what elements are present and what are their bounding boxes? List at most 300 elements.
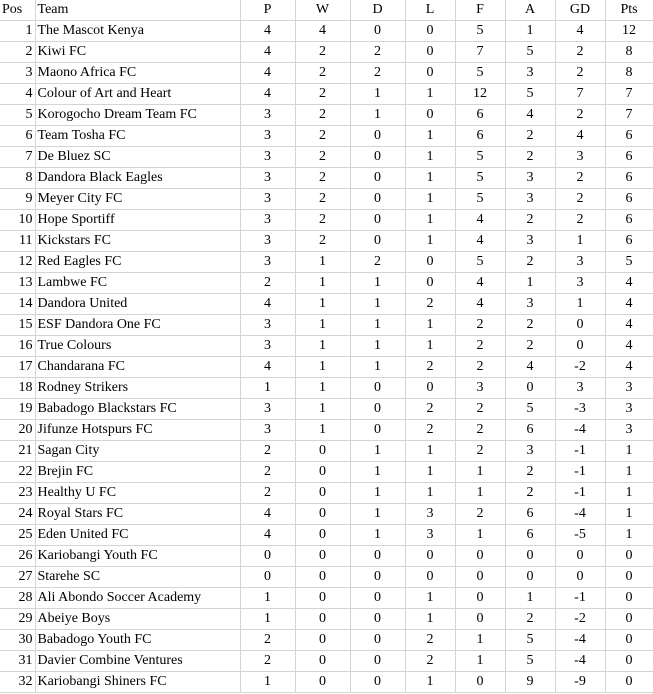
cell-points: 4 [605,294,653,315]
cell-drawn: 1 [350,315,405,336]
cell-lost: 2 [405,630,455,651]
cell-goal-difference: 2 [555,105,605,126]
cell-points: 7 [605,105,653,126]
cell-goal-difference: -9 [555,672,605,693]
cell-lost: 0 [405,567,455,588]
cell-drawn: 1 [350,483,405,504]
cell-points: 1 [605,504,653,525]
cell-played: 4 [240,525,295,546]
cell-won: 1 [295,252,350,273]
cell-played: 4 [240,42,295,63]
cell-played: 3 [240,210,295,231]
cell-played: 2 [240,441,295,462]
cell-goals-for: 1 [455,525,505,546]
cell-won: 2 [295,84,350,105]
cell-points: 3 [605,378,653,399]
cell-goal-difference: 4 [555,126,605,147]
cell-points: 1 [605,483,653,504]
cell-lost: 0 [405,63,455,84]
cell-played: 3 [240,231,295,252]
cell-goals-for: 5 [455,21,505,42]
table-row [0,483,653,504]
table-row [0,84,653,105]
cell-played: 2 [240,651,295,672]
cell-lost: 1 [405,189,455,210]
cell-lost: 1 [405,483,455,504]
cell-pos: 19 [0,399,35,420]
cell-played: 1 [240,672,295,693]
cell-won: 2 [295,105,350,126]
cell-played: 0 [240,567,295,588]
cell-lost: 1 [405,315,455,336]
table-row [0,273,653,294]
cell-goals-against: 2 [505,252,555,273]
cell-goals-for: 2 [455,315,505,336]
cell-goals-against: 2 [505,462,555,483]
cell-pos: 24 [0,504,35,525]
cell-played: 3 [240,315,295,336]
cell-goals-for: 2 [455,504,505,525]
cell-played: 3 [240,336,295,357]
cell-drawn: 1 [350,441,405,462]
header-pos: Pos [0,0,35,21]
cell-team: Kariobangi Shiners FC [35,672,240,693]
cell-points: 0 [605,672,653,693]
header-drawn: D [350,0,405,21]
cell-goals-against: 5 [505,42,555,63]
cell-goal-difference: 0 [555,567,605,588]
cell-goals-for: 2 [455,336,505,357]
table-row [0,168,653,189]
cell-goals-against: 5 [505,84,555,105]
cell-goals-against: 0 [505,546,555,567]
cell-won: 4 [295,21,350,42]
header-played: P [240,0,295,21]
cell-won: 0 [295,441,350,462]
cell-lost: 2 [405,357,455,378]
cell-team: Royal Stars FC [35,504,240,525]
cell-goals-for: 5 [455,189,505,210]
cell-goals-against: 4 [505,105,555,126]
cell-points: 0 [605,588,653,609]
cell-pos: 30 [0,630,35,651]
cell-lost: 0 [405,21,455,42]
standings-body [0,21,653,693]
cell-goals-for: 2 [455,399,505,420]
cell-points: 0 [605,651,653,672]
header-team: Team [35,0,240,21]
cell-goals-against: 5 [505,630,555,651]
cell-goal-difference: -2 [555,357,605,378]
cell-pos: 22 [0,462,35,483]
cell-goal-difference: -5 [555,525,605,546]
cell-pos: 5 [0,105,35,126]
cell-drawn: 0 [350,672,405,693]
cell-pos: 13 [0,273,35,294]
cell-lost: 1 [405,609,455,630]
table-row [0,504,653,525]
cell-pos: 23 [0,483,35,504]
cell-goal-difference: 2 [555,189,605,210]
cell-drawn: 1 [350,273,405,294]
cell-won: 2 [295,42,350,63]
cell-lost: 1 [405,672,455,693]
table-row [0,672,653,693]
cell-pos: 21 [0,441,35,462]
cell-points: 6 [605,168,653,189]
cell-pos: 8 [0,168,35,189]
cell-won: 1 [295,336,350,357]
cell-drawn: 0 [350,546,405,567]
cell-points: 12 [605,21,653,42]
cell-won: 0 [295,588,350,609]
cell-won: 1 [295,294,350,315]
cell-points: 8 [605,42,653,63]
cell-team: Jifunze Hotspurs FC [35,420,240,441]
cell-played: 4 [240,504,295,525]
cell-played: 4 [240,21,295,42]
cell-pos: 25 [0,525,35,546]
cell-pos: 9 [0,189,35,210]
cell-goal-difference: -2 [555,609,605,630]
cell-drawn: 0 [350,588,405,609]
cell-goals-for: 0 [455,567,505,588]
cell-played: 3 [240,252,295,273]
cell-lost: 3 [405,504,455,525]
cell-drawn: 1 [350,462,405,483]
cell-goals-for: 5 [455,147,505,168]
cell-goal-difference: -1 [555,588,605,609]
cell-played: 2 [240,462,295,483]
cell-goal-difference: -1 [555,441,605,462]
cell-goals-against: 3 [505,63,555,84]
cell-won: 2 [295,210,350,231]
cell-goal-difference: 0 [555,336,605,357]
cell-pos: 15 [0,315,35,336]
cell-lost: 2 [405,399,455,420]
cell-goal-difference: 4 [555,21,605,42]
cell-pos: 17 [0,357,35,378]
cell-played: 4 [240,294,295,315]
table-row [0,231,653,252]
cell-drawn: 0 [350,399,405,420]
cell-drawn: 0 [350,210,405,231]
cell-pos: 4 [0,84,35,105]
cell-team: Davier Combine Ventures [35,651,240,672]
cell-goals-for: 4 [455,273,505,294]
cell-lost: 1 [405,84,455,105]
cell-played: 0 [240,546,295,567]
cell-lost: 1 [405,126,455,147]
cell-points: 6 [605,126,653,147]
cell-lost: 0 [405,546,455,567]
table-row [0,126,653,147]
table-row [0,21,653,42]
cell-lost: 0 [405,273,455,294]
cell-points: 4 [605,336,653,357]
header-goal-difference: GD [555,0,605,21]
cell-pos: 12 [0,252,35,273]
cell-points: 1 [605,441,653,462]
cell-goals-for: 3 [455,378,505,399]
cell-team: Kariobangi Youth FC [35,546,240,567]
table-row [0,546,653,567]
cell-pos: 14 [0,294,35,315]
table-row [0,147,653,168]
cell-team: Kickstars FC [35,231,240,252]
cell-goal-difference: 3 [555,378,605,399]
table-row [0,42,653,63]
cell-drawn: 0 [350,630,405,651]
cell-points: 7 [605,84,653,105]
cell-goals-against: 3 [505,294,555,315]
cell-played: 3 [240,189,295,210]
cell-goal-difference: -4 [555,630,605,651]
cell-goal-difference: -4 [555,420,605,441]
cell-goal-difference: 1 [555,294,605,315]
cell-goals-for: 2 [455,441,505,462]
cell-points: 6 [605,210,653,231]
cell-points: 3 [605,399,653,420]
cell-played: 4 [240,63,295,84]
cell-drawn: 0 [350,21,405,42]
cell-drawn: 2 [350,63,405,84]
cell-played: 1 [240,378,295,399]
cell-drawn: 0 [350,126,405,147]
cell-goal-difference: 2 [555,63,605,84]
cell-pos: 1 [0,21,35,42]
cell-points: 8 [605,63,653,84]
cell-team: Brejin FC [35,462,240,483]
cell-team: Lambwe FC [35,273,240,294]
cell-team: Healthy U FC [35,483,240,504]
cell-lost: 1 [405,336,455,357]
cell-lost: 1 [405,588,455,609]
cell-drawn: 0 [350,378,405,399]
cell-drawn: 0 [350,231,405,252]
cell-points: 5 [605,252,653,273]
cell-points: 3 [605,420,653,441]
cell-won: 0 [295,525,350,546]
cell-won: 0 [295,483,350,504]
header-won: W [295,0,350,21]
cell-won: 0 [295,546,350,567]
table-row [0,315,653,336]
cell-goals-against: 2 [505,210,555,231]
cell-played: 2 [240,630,295,651]
cell-lost: 1 [405,168,455,189]
cell-played: 3 [240,168,295,189]
cell-lost: 2 [405,420,455,441]
cell-won: 0 [295,630,350,651]
cell-points: 0 [605,567,653,588]
cell-won: 0 [295,462,350,483]
cell-goal-difference: 7 [555,84,605,105]
cell-goals-against: 2 [505,126,555,147]
cell-goal-difference: -4 [555,651,605,672]
cell-team: Maono Africa FC [35,63,240,84]
cell-won: 2 [295,231,350,252]
cell-goals-against: 4 [505,357,555,378]
cell-goals-against: 2 [505,147,555,168]
cell-drawn: 1 [350,84,405,105]
cell-lost: 1 [405,147,455,168]
cell-points: 1 [605,462,653,483]
cell-goals-for: 1 [455,462,505,483]
cell-goals-for: 4 [455,294,505,315]
cell-team: Rodney Strikers [35,378,240,399]
cell-lost: 2 [405,651,455,672]
cell-goals-against: 3 [505,168,555,189]
cell-lost: 3 [405,525,455,546]
cell-goals-for: 1 [455,630,505,651]
table-row [0,651,653,672]
cell-won: 2 [295,147,350,168]
header-lost: L [405,0,455,21]
cell-goals-against: 1 [505,21,555,42]
cell-goals-against: 5 [505,651,555,672]
cell-pos: 26 [0,546,35,567]
cell-goals-against: 1 [505,588,555,609]
cell-played: 2 [240,273,295,294]
cell-points: 0 [605,609,653,630]
cell-goal-difference: -3 [555,399,605,420]
cell-drawn: 0 [350,609,405,630]
cell-won: 1 [295,315,350,336]
cell-goals-against: 0 [505,567,555,588]
cell-team: Red Eagles FC [35,252,240,273]
cell-goals-for: 12 [455,84,505,105]
cell-goal-difference: 1 [555,231,605,252]
cell-drawn: 1 [350,525,405,546]
cell-team: Dandora Black Eagles [35,168,240,189]
cell-team: Hope Sportiff [35,210,240,231]
cell-pos: 29 [0,609,35,630]
cell-points: 6 [605,231,653,252]
cell-played: 3 [240,420,295,441]
cell-lost: 1 [405,441,455,462]
header-row [0,0,653,21]
cell-team: Starehe SC [35,567,240,588]
table-row [0,399,653,420]
cell-goals-against: 6 [505,504,555,525]
cell-drawn: 0 [350,651,405,672]
cell-played: 3 [240,105,295,126]
table-row [0,567,653,588]
cell-goal-difference: 3 [555,147,605,168]
cell-team: True Colours [35,336,240,357]
cell-played: 3 [240,126,295,147]
cell-team: Ali Abondo Soccer Academy [35,588,240,609]
cell-team: Colour of Art and Heart [35,84,240,105]
cell-won: 1 [295,399,350,420]
table-row [0,588,653,609]
cell-goals-for: 1 [455,483,505,504]
cell-pos: 2 [0,42,35,63]
cell-goals-against: 0 [505,378,555,399]
cell-lost: 0 [405,105,455,126]
header-goals-against: A [505,0,555,21]
cell-pos: 32 [0,672,35,693]
cell-goals-against: 2 [505,336,555,357]
cell-played: 4 [240,84,295,105]
table-row [0,252,653,273]
cell-drawn: 1 [350,336,405,357]
cell-lost: 0 [405,378,455,399]
table-row [0,441,653,462]
table-row [0,525,653,546]
cell-played: 3 [240,147,295,168]
cell-won: 1 [295,420,350,441]
cell-goal-difference: 0 [555,315,605,336]
cell-pos: 20 [0,420,35,441]
cell-goals-for: 0 [455,588,505,609]
cell-drawn: 0 [350,147,405,168]
cell-played: 1 [240,609,295,630]
table-row [0,357,653,378]
cell-points: 1 [605,525,653,546]
cell-goals-for: 1 [455,651,505,672]
table-row [0,378,653,399]
cell-pos: 16 [0,336,35,357]
cell-won: 0 [295,609,350,630]
cell-goals-for: 6 [455,126,505,147]
table-row [0,630,653,651]
cell-goal-difference: -1 [555,483,605,504]
cell-team: Korogocho Dream Team FC [35,105,240,126]
cell-pos: 3 [0,63,35,84]
table-row [0,210,653,231]
cell-won: 1 [295,378,350,399]
cell-drawn: 1 [350,294,405,315]
table-row [0,105,653,126]
cell-goal-difference: 2 [555,168,605,189]
cell-won: 0 [295,651,350,672]
cell-points: 4 [605,273,653,294]
cell-team: ESF Dandora One FC [35,315,240,336]
cell-won: 2 [295,189,350,210]
cell-goals-against: 3 [505,189,555,210]
cell-lost: 0 [405,252,455,273]
cell-drawn: 2 [350,42,405,63]
cell-drawn: 0 [350,168,405,189]
cell-lost: 1 [405,210,455,231]
cell-drawn: 0 [350,420,405,441]
cell-goals-against: 2 [505,609,555,630]
cell-pos: 28 [0,588,35,609]
cell-goals-against: 5 [505,399,555,420]
cell-goals-against: 6 [505,420,555,441]
cell-goals-against: 6 [505,525,555,546]
cell-won: 0 [295,672,350,693]
cell-won: 1 [295,357,350,378]
cell-goal-difference: 2 [555,42,605,63]
cell-goal-difference: 0 [555,546,605,567]
cell-goal-difference: 2 [555,210,605,231]
cell-goals-against: 3 [505,441,555,462]
cell-won: 2 [295,126,350,147]
cell-points: 4 [605,315,653,336]
cell-goals-against: 1 [505,273,555,294]
cell-team: Babadogo Youth FC [35,630,240,651]
cell-goals-for: 5 [455,168,505,189]
cell-points: 4 [605,357,653,378]
cell-goals-for: 5 [455,252,505,273]
cell-played: 3 [240,399,295,420]
cell-drawn: 2 [350,252,405,273]
cell-team: The Mascot Kenya [35,21,240,42]
cell-team: Kiwi FC [35,42,240,63]
